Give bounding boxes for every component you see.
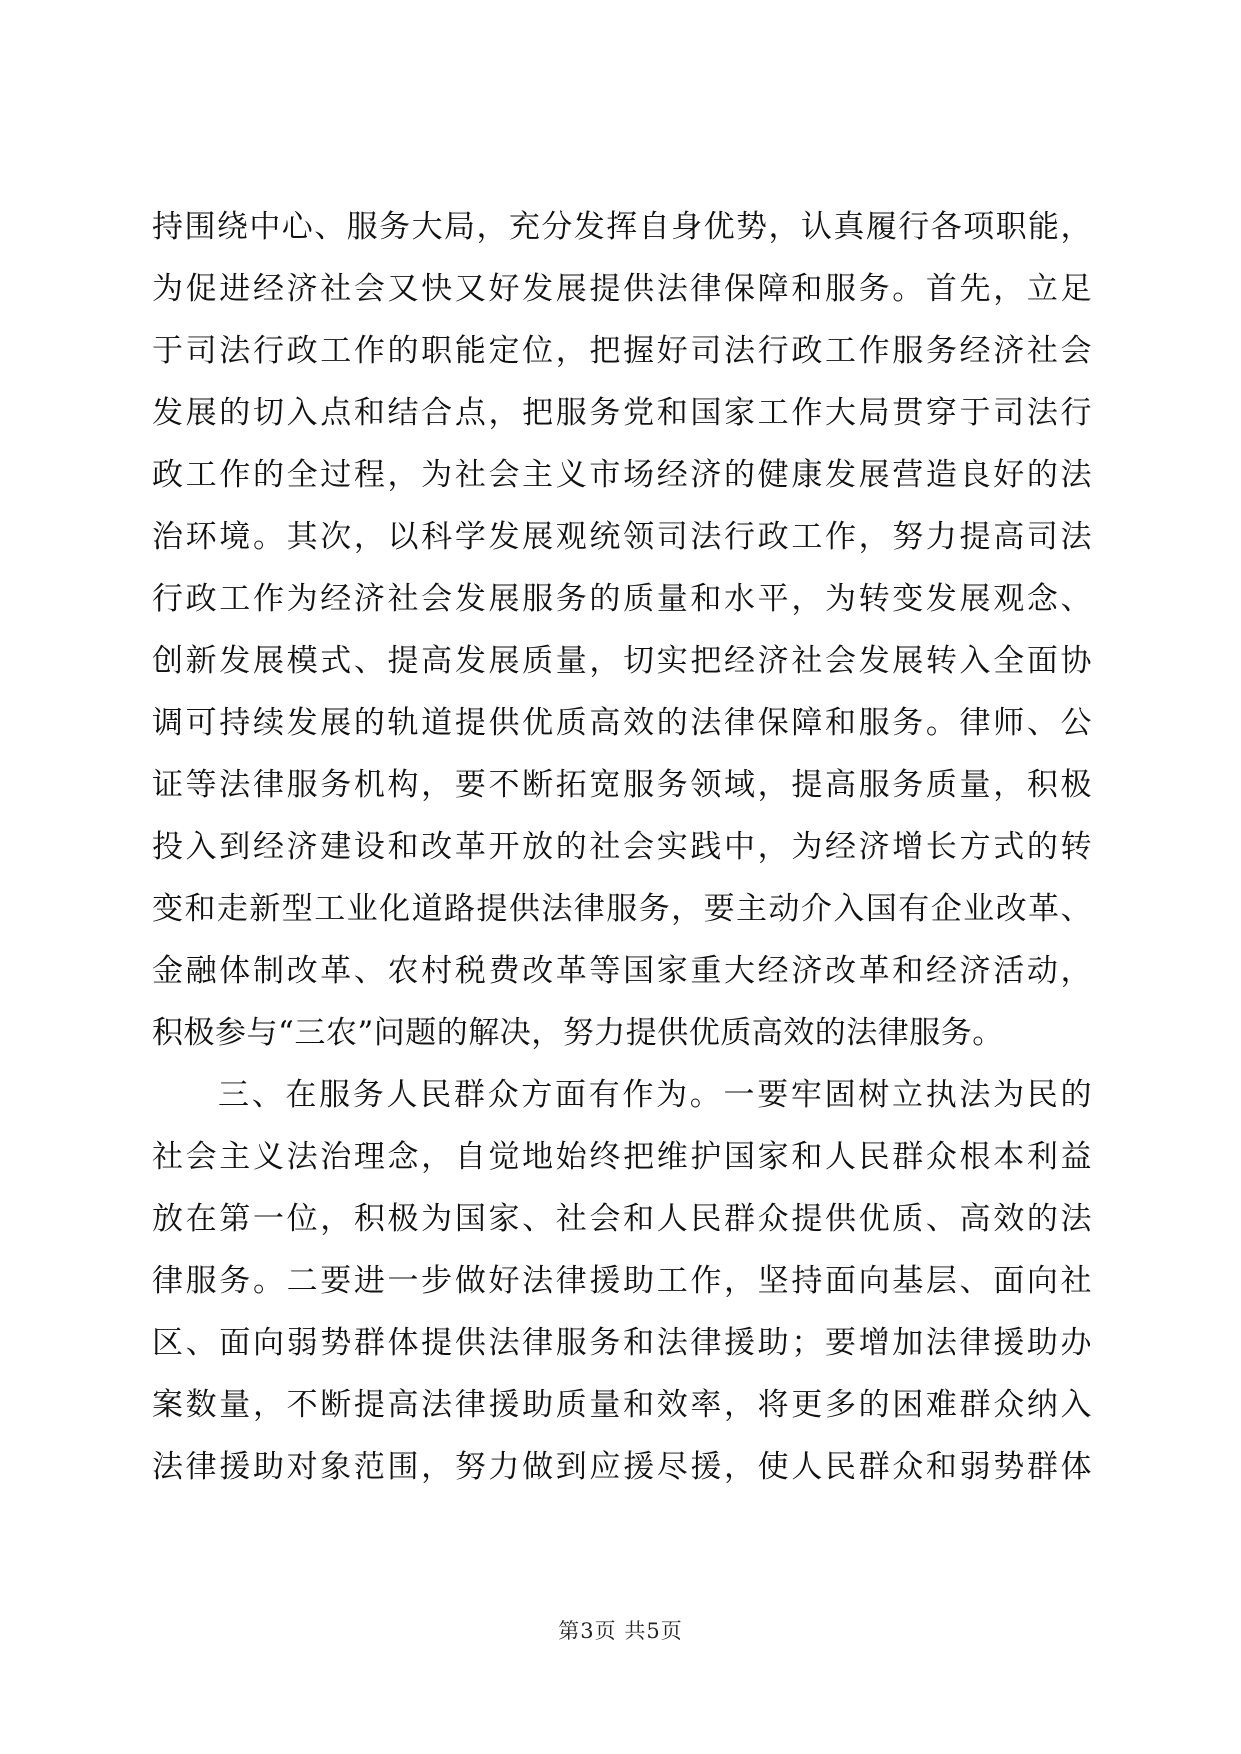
- text-line: 金融体制改革、农村税费改革等国家重大经济改革和经济活动，: [152, 953, 1092, 989]
- text-line: 创新发展模式、提高发展质量，切实把经济社会发展转入全面协: [152, 643, 1092, 679]
- text-line: 持围绕中心、服务大局，充分发挥自身优势，认真履行各项职能，: [152, 209, 1092, 245]
- text-line: 投入到经济建设和改革开放的社会实践中，为经济增长方式的转: [152, 829, 1092, 865]
- text-line: 区、面向弱势群体提供法律服务和法律援助；要增加法律援助办: [152, 1325, 1092, 1361]
- text-line: 放在第一位，积极为国家、社会和人民群众提供优质、高效的法: [152, 1201, 1092, 1237]
- text-line: 证等法律服务机构，要不断拓宽服务领域，提高服务质量，积极: [152, 767, 1092, 803]
- text-line: 行政工作为经济社会发展服务的质量和水平，为转变发展观念、: [152, 581, 1092, 617]
- text-line: 治环境。其次，以科学发展观统领司法行政工作，努力提高司法: [152, 519, 1092, 555]
- text-line: 发展的切入点和结合点，把服务党和国家工作大局贯穿于司法行: [152, 395, 1092, 431]
- text-line: 法律援助对象范围，努力做到应援尽援，使人民群众和弱势群体: [152, 1449, 1092, 1485]
- text-line: 案数量，不断提高法律援助质量和效率，将更多的困难群众纳入: [152, 1387, 1092, 1423]
- text-line: 为促进经济社会又快又好发展提供法律保障和服务。首先，立足: [152, 271, 1092, 307]
- text-line: 于司法行政工作的职能定位，把握好司法行政工作服务经济社会: [152, 333, 1092, 369]
- paragraph-start-line: 三、在服务人民群众方面有作为。一要牢固树立执法为民的: [218, 1077, 1092, 1113]
- text-line: 积极参与“三农”问题的解决，努力提供优质高效的法律服务。: [152, 1015, 1004, 1051]
- text-line: 变和走新型工业化道路提供法律服务，要主动介入国有企业改革、: [152, 891, 1092, 927]
- body-text: [152, 196, 1092, 1498]
- text-line: 社会主义法治理念，自觉地始终把维护国家和人民群众根本利益: [152, 1139, 1092, 1175]
- text-line: 律服务。二要进一步做好法律援助工作，坚持面向基层、面向社: [152, 1263, 1092, 1299]
- page-number-footer: 第3页 共5页: [558, 1619, 683, 1643]
- text-line: 调可持续发展的轨道提供优质高效的法律保障和服务。律师、公: [152, 705, 1092, 741]
- text-line: 政工作的全过程，为社会主义市场经济的健康发展营造良好的法: [152, 457, 1092, 493]
